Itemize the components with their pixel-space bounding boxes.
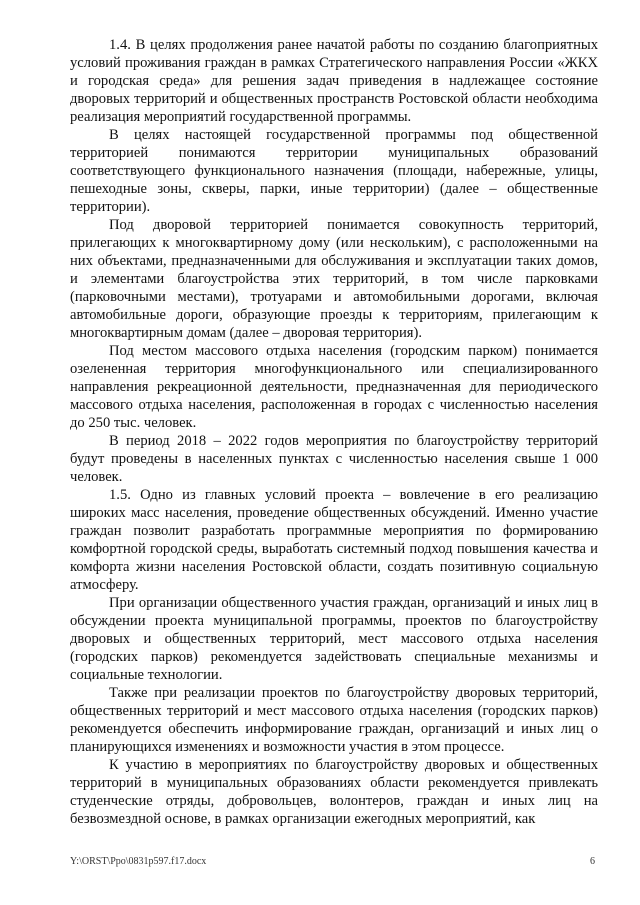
document-body bbox=[70, 36, 598, 828]
footer-file-path: Y:\ORST\Ppo\0831p597.f17.docx bbox=[70, 856, 207, 867]
paragraph-volunteers: К участию в мероприятиях по благоустройству дворовых и общественных территорий в муниципальных образованиях области рекомендуется привлекать студенческие отряды, добровольцев, волонтеров, граждан и иных лиц на безвозмездной основе, в рамках организации ежегодных мероприятий, как bbox=[70, 757, 598, 827]
paragraph-informing: Также при реализации проектов по благоустройству дворовых территорий, общественных территорий и мест массового отдыха населения (городских парков) рекомендуется обеспечить информирование граждан, организаций и иных лиц о планирующихся изменениях и возможности участия в этом процессе. bbox=[70, 685, 598, 755]
page-number: 6 bbox=[590, 856, 595, 867]
paragraph-period: В период 2018 – 2022 годов мероприятия по благоустройству территорий будут проведены в населенных пунктах с численностью населения свыше 1 000 человек. bbox=[70, 433, 598, 485]
paragraph-public-territory: В целях настоящей государственной программы под общественной территорией понимаются территории муниципальных образований соответствующего функционального назначения (площади, набережные, улицы, пешеходные зоны, скверы, парки, иные территории) (далее – общественные территории). bbox=[70, 127, 598, 215]
paragraph-courtyard-territory: Под дворовой территорией понимается совокупность территорий, прилегающих к многоквартирному дому (или нескольким), с расположенными на них объектами, предназначенными для обслуживания и эксплуатации таких домов, и элементами благоустройства этих территорий, в том числе парковками (парковочными местами), тротуарами и автомобильными дорогами, включая автомобильные дороги, образующие проезды к территориям, прилегающим к многоквартирным домам (далее – дворовая территория). bbox=[70, 217, 598, 341]
paragraph-1-5: 1.5. Одно из главных условий проекта – вовлечение в его реализацию широких масс населения, проведение общественных обсуждений. Именно участие граждан позволит разработать программные мероприятия по формированию комфортной городской среды, выработать системный подход повышения качества и комфорта жизни населения Ростовской области, создать позитивную социальную атмосферу. bbox=[70, 487, 598, 593]
paragraph-1-4: 1.4. В целях продолжения ранее начатой работы по созданию благоприятных условий проживания граждан в рамках Стратегического направления России «ЖКХ и городская среда» для решения задач приведения в надлежащее состояние дворовых территорий и общественных пространств Ростовской области необходима реализация мероприятий государственной программы. bbox=[70, 37, 598, 125]
paragraph-public-participation: При организации общественного участия граждан, организаций и иных лиц в обсуждении проекта муниципальной программы, проектов по благоустройству дворовых и общественных территорий, мест массового отдыха населения (городских парков) рекомендуется задействовать специальные механизмы и социальные технологии. bbox=[70, 595, 598, 683]
paragraph-city-park: Под местом массового отдыха населения (городским парком) понимается озелененная территория многофункционального или специализированного направления рекреационной деятельности, предназначенная для периодического массового отдыха населения, расположенная в городах с численностью населения до 250 тыс. человек. bbox=[70, 343, 598, 431]
